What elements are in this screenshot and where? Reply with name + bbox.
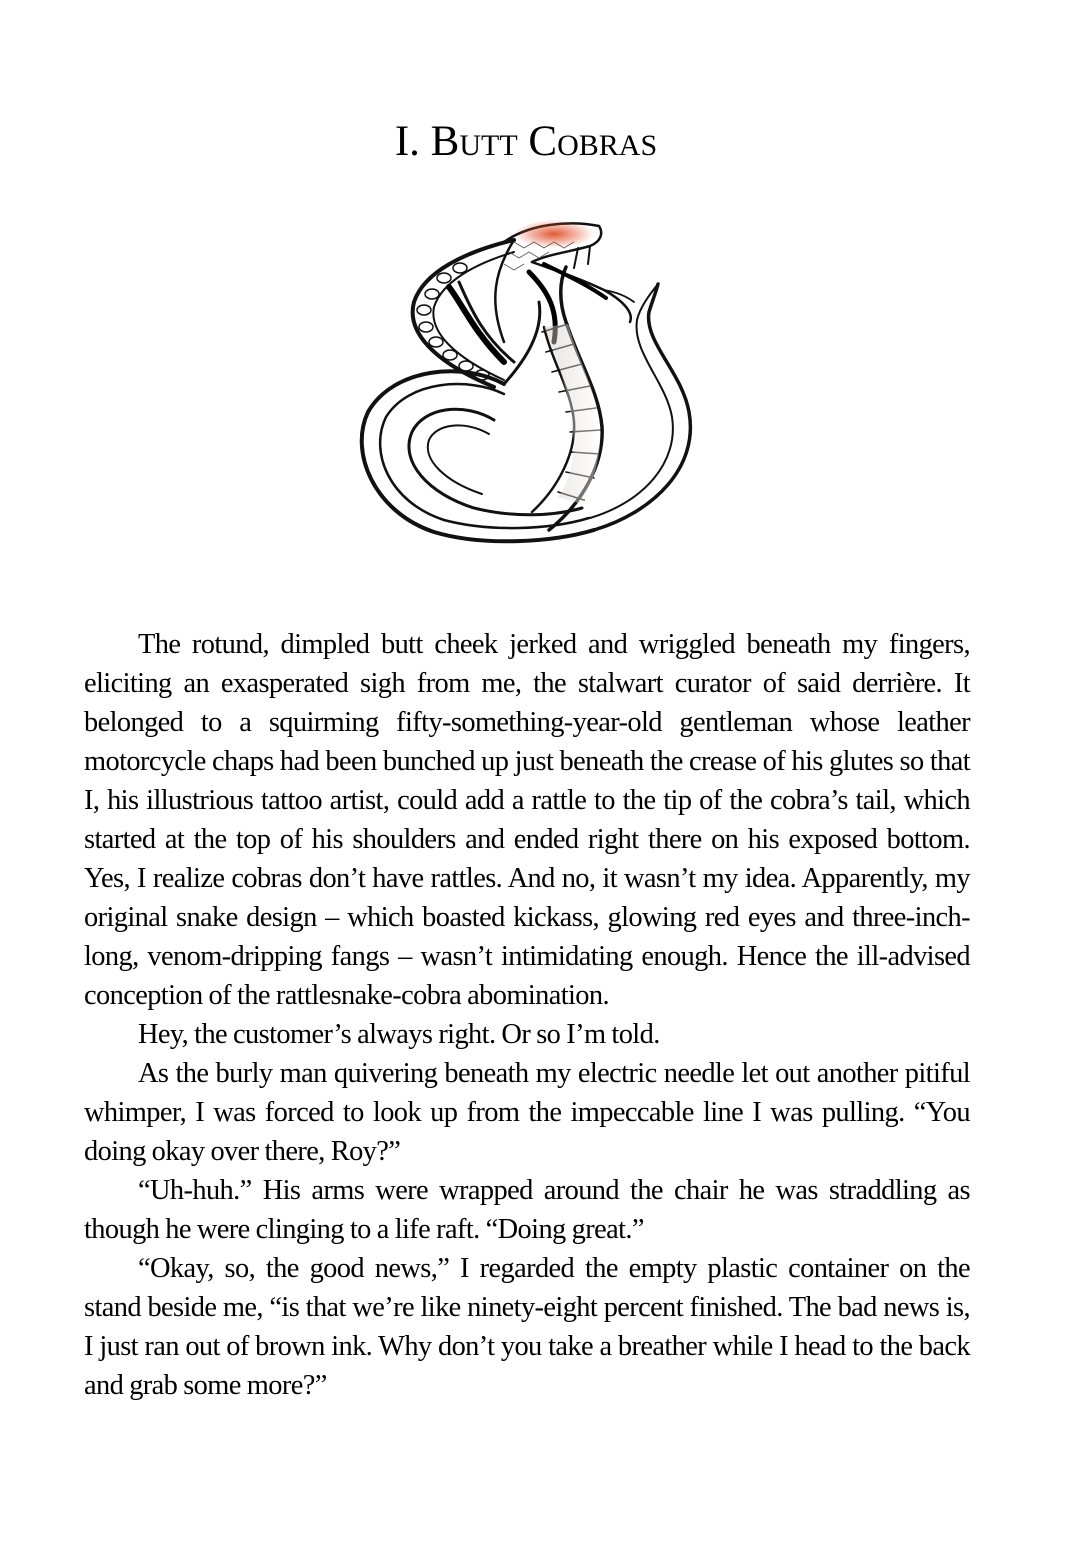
chapter-title [0,116,1052,168]
paragraph: As the burly man quivering beneath my electric needle let out another pitiful whimper, I was forced to look up from the impeccable line I was pulling. “You doing okay over there, Roy?” [84,1058,970,1167]
paragraph: The rotund, dimpled butt cheek jerked and wriggled beneath my fingers, eliciting an exasperated sigh from me, the stalwart curator of said derrière. It belonged to a squirming fifty-something-year-old gentleman whose leather motorcycle chaps had been bunched up just beneath the crease of his glutes so that I, his illustrious tattoo artist, could add a rattle to the tip of the cobra’s tail, which started at the top of his shoulders and ended right there on his exposed bottom. Yes, I realize cobras don’t have rattles. And no, it wasn’t my idea. Apparently, my original snake design – which boasted kickass, glowing red eyes and three-inch-long, venom-dripping fangs – wasn’t intimidating enough. Hence the ill-advised conception of the rattlesnake-cobra abomination. [84,629,970,1011]
paragraph: “Okay, so, the good news,” I regarded the empty plastic container on the stand beside me, “is that we’re like ninety-eight percent finished. The bad news is, I just ran out of brown ink. Why don’t you take a breather while I head to the back and grab some more?” [84,1253,970,1401]
chapter-numeral: I. [394,118,420,165]
paragraph: Hey, the customer’s always right. Or so I’m told. [138,1019,660,1050]
chapter-name: Butt Cobras [430,118,658,165]
cobra-illustration-icon [354,212,698,552]
chapter-body [84,625,970,1405]
paragraph: “Uh-huh.” His arms were wrapped around the chair he was straddling as though he were clinging to a life raft. “Doing great.” [84,1175,970,1245]
